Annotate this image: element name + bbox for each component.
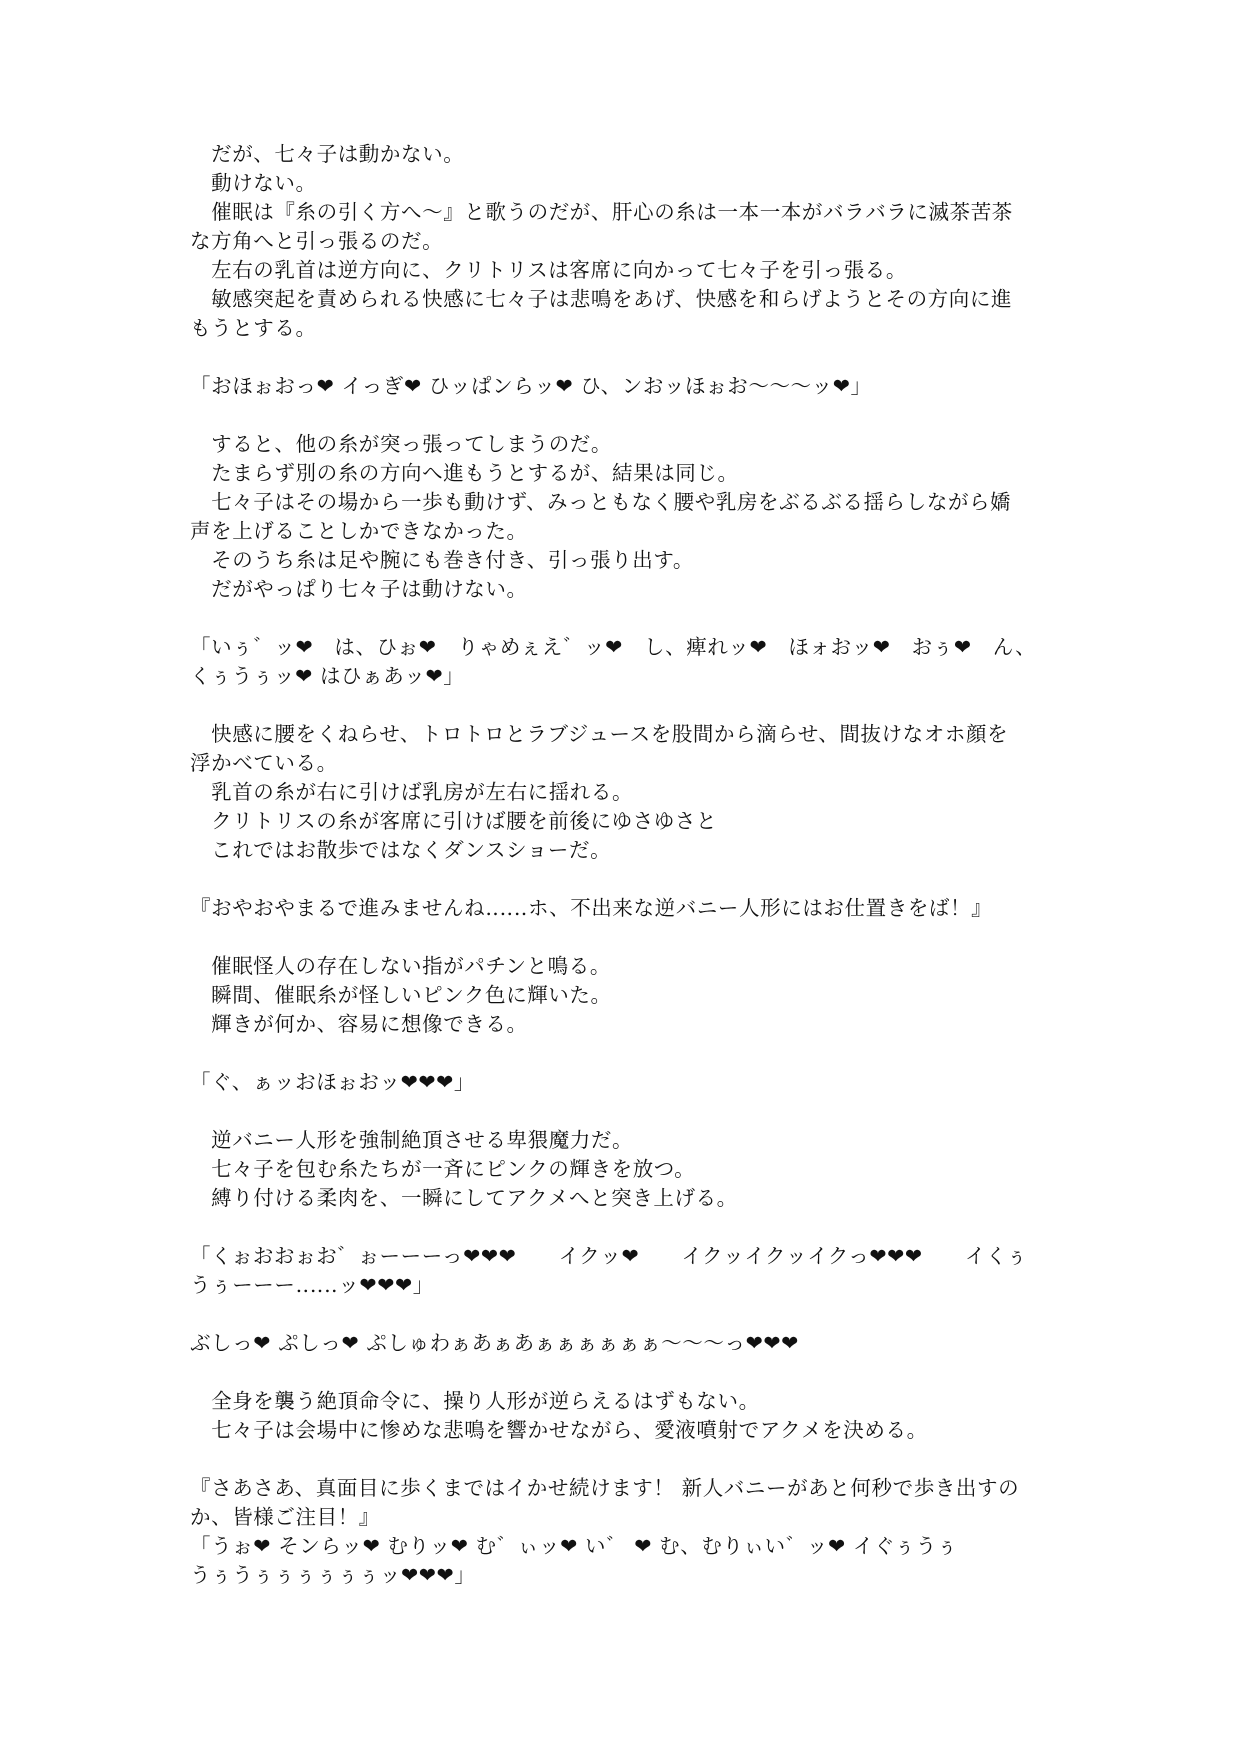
text-line: だが、七々子は動かない。 <box>190 142 465 166</box>
text-line: 輝きが何か、容易に想像できる。 <box>190 1012 528 1036</box>
text-line: 敏感突起を責められる快感に七々子は悲鳴をあげ、快感を和らげようとその方向に進 <box>190 287 1013 311</box>
text-line: 縛り付ける柔肉を、一瞬にしてアクメへと突き上げる。 <box>190 1186 738 1210</box>
dialogue-line: 「おほぉおっ❤ イっぎ❤ ひッぱンらッ❤ ひ、ンおッほぉお～～～ッ❤」 <box>190 374 872 398</box>
text-line: 動けない。 <box>190 171 317 195</box>
text-line: 浮かべている。 <box>190 751 338 775</box>
text-line: ぶしっ❤ ぷしっ❤ ぷしゅわぁあぁあぁぁぁぁぁぁ～～～っ❤❤❤ <box>190 1331 799 1355</box>
blank-line <box>190 865 1060 894</box>
blank-line <box>190 604 1060 633</box>
text-line: もうとする。 <box>190 316 317 340</box>
text-line: 全身を襲う絶頂命令に、操り人形が逆らえるはずもない。 <box>190 1389 760 1413</box>
blank-line <box>190 1300 1060 1329</box>
text-line: クリトリスの糸が客席に引けば腰を前後にゆさゆさと <box>190 809 718 833</box>
text-line: 七々子を包む糸たちが一斉にピンクの輝きを放つ。 <box>190 1157 696 1181</box>
dialogue-line: うぅうぅぅぅぅぅぅッ❤❤❤」 <box>190 1563 476 1587</box>
text-line: すると、他の糸が突っ張ってしまうのだ。 <box>190 432 612 456</box>
blank-line <box>190 691 1060 720</box>
text-line: 逆バニー人形を強制絶頂させる卑猥魔力だ。 <box>190 1128 634 1152</box>
text-line: 催眠怪人の存在しない指がパチンと鳴る。 <box>190 954 611 978</box>
dialogue-line: くぅうぅッ❤ はひぁあッ❤」 <box>190 664 465 688</box>
blank-line <box>190 1213 1060 1242</box>
blank-line <box>190 1445 1060 1474</box>
blank-line <box>190 343 1060 372</box>
text-line: 声を上げることしかできなかった。 <box>190 519 528 543</box>
dialogue-line: 『さあさあ、真面目に歩くまではイかせ続けます！ 新人バニーがあと何秒で歩き出すの <box>190 1476 1020 1500</box>
text-line: 左右の乳首は逆方向に、クリトリスは客席に向かって七々子を引っ張る。 <box>190 258 907 282</box>
dialogue-line: 「ぐ、ぁッおほぉおッ❤❤❤」 <box>190 1070 476 1094</box>
dialogue-line: 「くぉおおぉお゛ぉーーーっ❤❤❤ イクッ❤ イクッイクッイクっ❤❤❤ イくぅ <box>190 1244 1028 1268</box>
blank-line <box>190 923 1060 952</box>
text-line: な方角へと引っ張るのだ。 <box>190 229 444 253</box>
text-line: これではお散歩ではなくダンスショーだ。 <box>190 838 612 862</box>
text-line: 快感に腰をくねらせ、トロトロとラブジュースを股間から滴らせ、間抜けなオホ顔を <box>190 722 1009 746</box>
blank-line <box>190 1097 1060 1126</box>
dialogue-line: 「いぅ゛ッ❤ は、ひぉ❤ りゃめぇえ゛ッ❤ し、痺れッ❤ ほォおッ❤ おぅ❤ ん、 <box>190 635 1037 659</box>
text-line: だがやっぱり七々子は動けない。 <box>190 577 528 601</box>
blank-line <box>190 401 1060 430</box>
dialogue-line: 『おやおやまるで進みませんね‥‥‥ホ、不出来な逆バニー人形にはお仕置きをば！』 <box>190 896 993 920</box>
blank-line <box>190 1039 1060 1068</box>
document-page <box>190 140 1060 1590</box>
dialogue-line: か、皆様ご注目！』 <box>190 1505 380 1529</box>
text-line: 瞬間、催眠糸が怪しいピンク色に輝いた。 <box>190 983 612 1007</box>
text-line: 七々子はその場から一歩も動けず、みっともなく腰や乳房をぶるぶる揺らしながら嬌 <box>190 490 1012 514</box>
dialogue-line: うぅーーー‥‥‥ッ❤❤❤」 <box>190 1273 434 1297</box>
text-line: 乳首の糸が右に引けば乳房が左右に揺れる。 <box>190 780 634 804</box>
blank-line <box>190 1358 1060 1387</box>
text-line: そのうち糸は足や腕にも巻き付き、引っ張り出す。 <box>190 548 694 572</box>
text-line: 七々子は会場中に惨めな悲鳴を響かせながら、愛液噴射でアクメを決める。 <box>190 1418 928 1442</box>
text-line: 催眠は『糸の引く方へ～』と歌うのだが、肝心の糸は一本一本がバラバラに滅茶苦茶 <box>190 200 1013 224</box>
text-line: たまらず別の糸の方向へ進もうとするが、結果は同じ。 <box>190 461 739 485</box>
dialogue-line: 「うぉ❤ そンらッ❤ むりッ❤ む゛ぃッ❤ い゛ ❤ む、むりぃい゛ッ❤ イぐぅうぅ <box>190 1534 958 1558</box>
